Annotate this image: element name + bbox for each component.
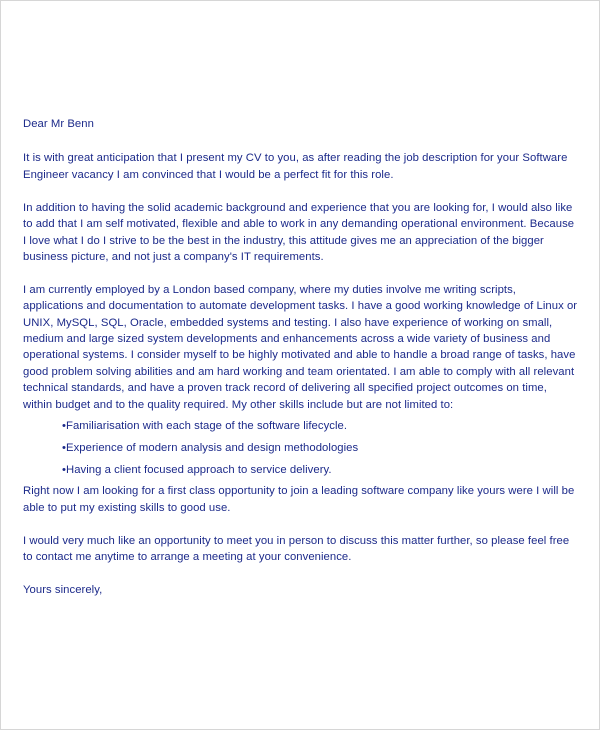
skills-list: [23, 418, 579, 478]
paragraph-intro: It is with great anticipation that I present my CV to you, as after reading the job description for your Software Engineer vacancy I am convinced that I would be a perfect fit for this role.: [23, 152, 568, 181]
closing: Yours sincerely,: [23, 583, 103, 596]
list-item: •Having a client focused approach to service delivery.: [62, 463, 332, 476]
paragraph-meeting: I would very much like an opportunity to meet you in person to discuss this matter further, so please feel free to contact me anytime to arrange a meeting at your convenience.: [23, 534, 570, 563]
paragraph-opportunity: Right now I am looking for a first class opportunity to join a leading software company like yours were I will be able to put my existing skills to good use.: [23, 485, 575, 514]
cover-letter-body: [23, 116, 579, 598]
salutation: Dear Mr Benn: [23, 118, 94, 130]
list-item: •Familiarisation with each stage of the software lifecycle.: [62, 420, 348, 433]
paragraph-experience: I am currently employed by a London based company, where my duties involve me writing scripts, applications and documentation to automate development tasks. I have a good working knowledge of Linux or UNIX, MySQL, SQL, Oracle, embedded systems and testing. I also have experience of working on small, medium and large sized system developments and enhancements across a wide variety of business and operational systems. I consider myself to be highly motivated and able to handle a broad range of tasks, have good problem solving abilities and am hard working and team orientated. I am able to comply with all relevant technical standards, and have a proven track record of delivering all specified project outcomes on time, within budget and to the quality required. My other skills include but are not limited to:: [23, 283, 578, 411]
list-item: •Experience of modern analysis and design methodologies: [62, 441, 359, 454]
paragraph-background: In addition to having the solid academic background and experience that you are looking for, I would also like to add that I am self motivated, flexible and able to work in any demanding operational environment. Because I love what I do I strive to be the best in the industry, this attitude gives me an appreciation of the bigger business picture, and not just a company's IT requirements.: [23, 201, 575, 263]
